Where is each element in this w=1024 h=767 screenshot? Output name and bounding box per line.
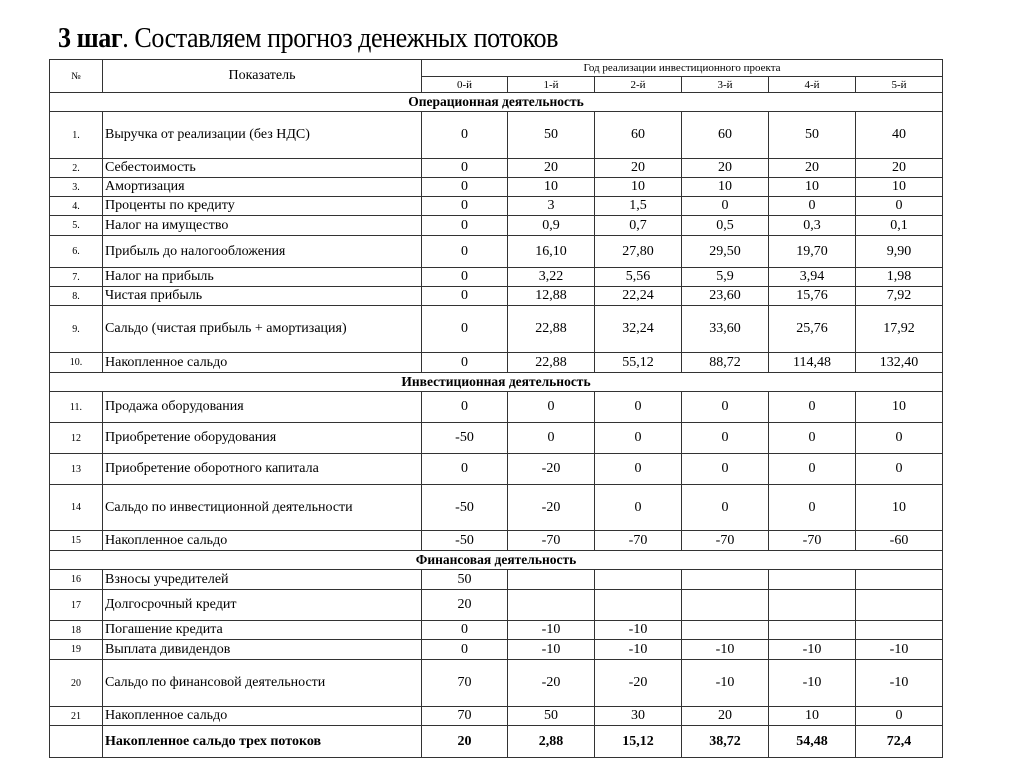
value-cell: -10 [595, 621, 682, 640]
section-title: Финансовая деятельность [50, 551, 943, 570]
table-row [50, 590, 943, 621]
value-cell: 70 [422, 707, 508, 726]
row-number: 16 [50, 570, 103, 590]
table-row [50, 268, 943, 287]
value-cell: 22,88 [508, 353, 595, 373]
value-cell: 22,88 [508, 306, 595, 353]
value-cell: 0 [595, 454, 682, 485]
row-number: 5. [50, 216, 103, 236]
value-cell: 0 [595, 485, 682, 531]
row-label: Налог на прибыль [103, 268, 422, 287]
value-cell: 0 [422, 353, 508, 373]
row-label: Чистая прибыль [103, 287, 422, 306]
row-number: 19 [50, 640, 103, 660]
value-cell [508, 570, 595, 590]
table-row [50, 197, 943, 216]
row-label: Сальдо (чистая прибыль + амортизация) [103, 306, 422, 353]
value-cell: -10 [856, 660, 943, 707]
row-number: 9. [50, 306, 103, 353]
value-cell: -20 [508, 660, 595, 707]
row-label: Погашение кредита [103, 621, 422, 640]
value-cell: 10 [508, 178, 595, 197]
value-cell: 2,88 [508, 726, 595, 758]
value-cell: 72,4 [856, 726, 943, 758]
value-cell: 0 [769, 454, 856, 485]
value-cell: 0,1 [856, 216, 943, 236]
value-cell: 55,12 [595, 353, 682, 373]
table-row [50, 216, 943, 236]
value-cell: 0 [422, 640, 508, 660]
table-row [50, 159, 943, 178]
table-row [50, 707, 943, 726]
value-cell: 50 [508, 112, 595, 159]
row-number: 14 [50, 485, 103, 531]
value-cell: 30 [595, 707, 682, 726]
row-number: 12 [50, 423, 103, 454]
header-year: 4-й [769, 77, 856, 93]
value-cell: 0 [682, 392, 769, 423]
row-label: Приобретение оборотного капитала [103, 454, 422, 485]
row-number [50, 726, 103, 758]
table-row [50, 236, 943, 268]
total-row [50, 726, 943, 758]
section-title: Инвестиционная деятельность [50, 373, 943, 392]
value-cell: 15,12 [595, 726, 682, 758]
row-number: 7. [50, 268, 103, 287]
header-indicator: Показатель [103, 60, 422, 93]
value-cell: 27,80 [595, 236, 682, 268]
value-cell: 20 [682, 707, 769, 726]
value-cell: 15,76 [769, 287, 856, 306]
row-number: 2. [50, 159, 103, 178]
row-label: Сальдо по финансовой деятельности [103, 660, 422, 707]
value-cell: 50 [422, 570, 508, 590]
header-num: № [50, 60, 103, 93]
section-title: Операционная деятельность [50, 93, 943, 112]
table-row [50, 423, 943, 454]
value-cell [508, 590, 595, 621]
value-cell: 10 [856, 392, 943, 423]
value-cell: 50 [508, 707, 595, 726]
section-row [50, 373, 943, 392]
value-cell: -50 [422, 531, 508, 551]
row-label: Себестоимость [103, 159, 422, 178]
row-label: Выплата дивидендов [103, 640, 422, 660]
value-cell: 25,76 [769, 306, 856, 353]
value-cell: 29,50 [682, 236, 769, 268]
table-row [50, 178, 943, 197]
table-row [50, 353, 943, 373]
value-cell: 5,9 [682, 268, 769, 287]
row-number: 8. [50, 287, 103, 306]
value-cell: 3 [508, 197, 595, 216]
value-cell: 10 [856, 485, 943, 531]
value-cell: 12,88 [508, 287, 595, 306]
value-cell: -10 [595, 640, 682, 660]
header-year: 1-й [508, 77, 595, 93]
value-cell: 0 [595, 392, 682, 423]
row-number: 6. [50, 236, 103, 268]
header-year: 2-й [595, 77, 682, 93]
value-cell: 0 [856, 454, 943, 485]
value-cell: 60 [595, 112, 682, 159]
value-cell [769, 570, 856, 590]
value-cell: 60 [682, 112, 769, 159]
value-cell: 0 [422, 268, 508, 287]
row-label: Долгосрочный кредит [103, 590, 422, 621]
value-cell: 20 [508, 159, 595, 178]
value-cell: 19,70 [769, 236, 856, 268]
table-row [50, 660, 943, 707]
value-cell: 0 [682, 197, 769, 216]
row-number: 21 [50, 707, 103, 726]
row-number: 11. [50, 392, 103, 423]
value-cell: 0 [682, 423, 769, 454]
value-cell: 32,24 [595, 306, 682, 353]
value-cell: 0 [422, 621, 508, 640]
value-cell [682, 590, 769, 621]
value-cell: 0 [682, 485, 769, 531]
value-cell: 0 [595, 423, 682, 454]
table-row [50, 621, 943, 640]
row-label: Продажа оборудования [103, 392, 422, 423]
value-cell: 9,90 [856, 236, 943, 268]
value-cell: 0 [422, 236, 508, 268]
value-cell: 16,10 [508, 236, 595, 268]
value-cell: 0 [682, 454, 769, 485]
value-cell: 1,98 [856, 268, 943, 287]
table-row [50, 640, 943, 660]
value-cell: 0,5 [682, 216, 769, 236]
value-cell: 23,60 [682, 287, 769, 306]
row-number: 10. [50, 353, 103, 373]
value-cell: -10 [682, 660, 769, 707]
value-cell: 5,56 [595, 268, 682, 287]
value-cell: 0 [769, 485, 856, 531]
table-row [50, 287, 943, 306]
value-cell [682, 570, 769, 590]
value-cell: 0 [422, 112, 508, 159]
header-year: 3-й [682, 77, 769, 93]
table-row [50, 485, 943, 531]
table-row [50, 392, 943, 423]
header-row [50, 60, 943, 77]
value-cell: 10 [769, 178, 856, 197]
row-label: Накопленное сальдо [103, 353, 422, 373]
value-cell: -20 [508, 454, 595, 485]
value-cell: 0 [422, 306, 508, 353]
value-cell: 40 [856, 112, 943, 159]
header-year: 0-й [422, 77, 508, 93]
value-cell: 20 [856, 159, 943, 178]
row-label: Накопленное сальдо [103, 707, 422, 726]
value-cell: 0 [769, 423, 856, 454]
value-cell: 0 [856, 707, 943, 726]
value-cell: -70 [769, 531, 856, 551]
value-cell: 3,22 [508, 268, 595, 287]
value-cell: -70 [595, 531, 682, 551]
value-cell: 88,72 [682, 353, 769, 373]
value-cell: -20 [508, 485, 595, 531]
value-cell: -10 [508, 640, 595, 660]
row-number: 4. [50, 197, 103, 216]
value-cell: 0 [422, 178, 508, 197]
value-cell: 0,9 [508, 216, 595, 236]
value-cell: -10 [682, 640, 769, 660]
value-cell: 70 [422, 660, 508, 707]
value-cell: -50 [422, 485, 508, 531]
table-row [50, 454, 943, 485]
value-cell: 17,92 [856, 306, 943, 353]
row-label: Выручка от реализации (без НДС) [103, 112, 422, 159]
value-cell [595, 590, 682, 621]
table-row [50, 112, 943, 159]
value-cell: 0 [769, 197, 856, 216]
table-row [50, 570, 943, 590]
value-cell: -10 [769, 660, 856, 707]
value-cell: -10 [508, 621, 595, 640]
row-label: Амортизация [103, 178, 422, 197]
row-number: 18 [50, 621, 103, 640]
table-row [50, 306, 943, 353]
table-row [50, 531, 943, 551]
value-cell: 54,48 [769, 726, 856, 758]
value-cell: 0 [422, 197, 508, 216]
value-cell: -60 [856, 531, 943, 551]
value-cell: 33,60 [682, 306, 769, 353]
value-cell: 0,7 [595, 216, 682, 236]
row-label: Приобретение оборудования [103, 423, 422, 454]
value-cell: 38,72 [682, 726, 769, 758]
value-cell: 0 [422, 392, 508, 423]
value-cell: -20 [595, 660, 682, 707]
section-row [50, 551, 943, 570]
value-cell: 10 [856, 178, 943, 197]
value-cell: -10 [856, 640, 943, 660]
value-cell: 0 [422, 454, 508, 485]
value-cell: 0 [422, 159, 508, 178]
value-cell: 7,92 [856, 287, 943, 306]
row-number: 1. [50, 112, 103, 159]
value-cell: 3,94 [769, 268, 856, 287]
value-cell [682, 621, 769, 640]
row-number: 17 [50, 590, 103, 621]
value-cell: -70 [682, 531, 769, 551]
value-cell: 0 [422, 287, 508, 306]
value-cell: 20 [769, 159, 856, 178]
value-cell [595, 570, 682, 590]
value-cell: 114,48 [769, 353, 856, 373]
row-label: Взносы учредителей [103, 570, 422, 590]
row-label: Прибыль до налогообложения [103, 236, 422, 268]
value-cell: 20 [682, 159, 769, 178]
cash-flow-table [49, 59, 943, 758]
row-label: Накопленное сальдо трех потоков [103, 726, 422, 758]
page-title: 3 шаг. Составляем прогноз денежных потоков [58, 22, 558, 54]
value-cell: 20 [422, 726, 508, 758]
row-number: 3. [50, 178, 103, 197]
value-cell: 0 [856, 423, 943, 454]
value-cell: 10 [769, 707, 856, 726]
value-cell [856, 570, 943, 590]
row-label: Проценты по кредиту [103, 197, 422, 216]
value-cell [769, 590, 856, 621]
row-number: 13 [50, 454, 103, 485]
value-cell: 1,5 [595, 197, 682, 216]
row-number: 20 [50, 660, 103, 707]
row-label: Сальдо по инвестиционной деятельности [103, 485, 422, 531]
value-cell [856, 590, 943, 621]
value-cell [856, 621, 943, 640]
value-cell: -10 [769, 640, 856, 660]
value-cell: 0 [508, 392, 595, 423]
section-row [50, 93, 943, 112]
value-cell: 10 [682, 178, 769, 197]
value-cell: -50 [422, 423, 508, 454]
value-cell: 20 [422, 590, 508, 621]
value-cell [769, 621, 856, 640]
value-cell: 132,40 [856, 353, 943, 373]
value-cell: 20 [595, 159, 682, 178]
value-cell: 0 [769, 392, 856, 423]
value-cell: 50 [769, 112, 856, 159]
value-cell: 0 [422, 216, 508, 236]
value-cell: 10 [595, 178, 682, 197]
value-cell: 22,24 [595, 287, 682, 306]
row-label: Накопленное сальдо [103, 531, 422, 551]
value-cell: -70 [508, 531, 595, 551]
row-label: Налог на имущество [103, 216, 422, 236]
header-year-group: Год реализации инвестиционного проекта [422, 60, 943, 77]
value-cell: 0 [508, 423, 595, 454]
row-number: 15 [50, 531, 103, 551]
header-year: 5-й [856, 77, 943, 93]
value-cell: 0,3 [769, 216, 856, 236]
value-cell: 0 [856, 197, 943, 216]
